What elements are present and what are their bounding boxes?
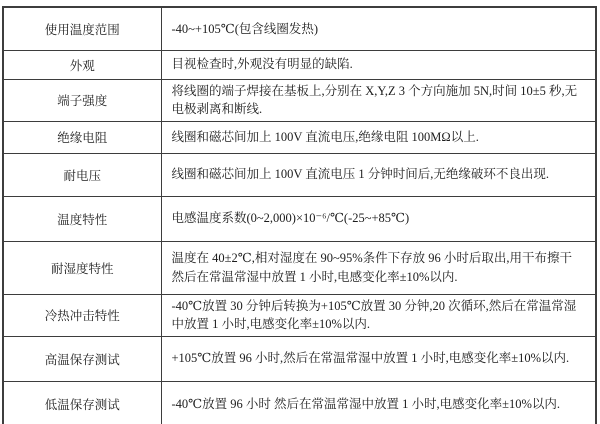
table-row xyxy=(3,7,596,50)
spec-label: 绝缘电阻 xyxy=(3,121,161,153)
spec-value: -40℃放置 30 分钟后转换为+105℃放置 30 分钟,20 次循环,然后在常温常湿中放置 1 小时,电感变化率±10%以内. xyxy=(161,294,596,336)
table-row xyxy=(3,294,596,336)
spec-label: 耐湿度特性 xyxy=(3,241,161,294)
spec-value: -40~+105℃(包含线圈发热) xyxy=(161,7,596,50)
spec-label: 高温保存测试 xyxy=(3,336,161,381)
spec-value: -40℃放置 96 小时 然后在常温常湿中放置 1 小时,电感变化率±10%以内. xyxy=(161,381,596,424)
spec-value: 目视检查时,外观没有明显的缺陷. xyxy=(161,50,596,79)
spec-value: +105℃放置 96 小时,然后在常温常湿中放置 1 小时,电感变化率±10%以内. xyxy=(161,336,596,381)
spec-label: 耐电压 xyxy=(3,153,161,196)
table-row xyxy=(3,79,596,121)
spec-label: 外观 xyxy=(3,50,161,79)
table-row xyxy=(3,153,596,196)
table-row xyxy=(3,381,596,424)
table-row xyxy=(3,241,596,294)
table-row xyxy=(3,121,596,153)
spec-label: 冷热冲击特性 xyxy=(3,294,161,336)
spec-table xyxy=(2,6,597,424)
table-row xyxy=(3,50,596,79)
spec-label: 温度特性 xyxy=(3,196,161,241)
spec-label: 低温保存测试 xyxy=(3,381,161,424)
spec-value: 线圈和磁芯间加上 100V 直流电压 1 分钟时间后,无绝缘破环不良出现. xyxy=(161,153,596,196)
spec-value: 将线圈的端子焊接在基板上,分别在 X,Y,Z 3 个方向施加 5N,时间 10±5 秒,无电极剥离和断线. xyxy=(161,79,596,121)
spec-value: 电感温度系数(0~2,000)×10⁻⁶/℃(-25~+85℃) xyxy=(161,196,596,241)
spec-label: 使用温度范围 xyxy=(3,7,161,50)
table-row xyxy=(3,196,596,241)
spec-label: 端子强度 xyxy=(3,79,161,121)
table-row xyxy=(3,336,596,381)
spec-value: 线圈和磁芯间加上 100V 直流电压,绝缘电阻 100MΩ以上. xyxy=(161,121,596,153)
spec-value: 温度在 40±2℃,相对湿度在 90~95%条件下存放 96 小时后取出,用干布擦干 然后在常温常湿中放置 1 小时,电感变化率±10%以内. xyxy=(161,241,596,294)
